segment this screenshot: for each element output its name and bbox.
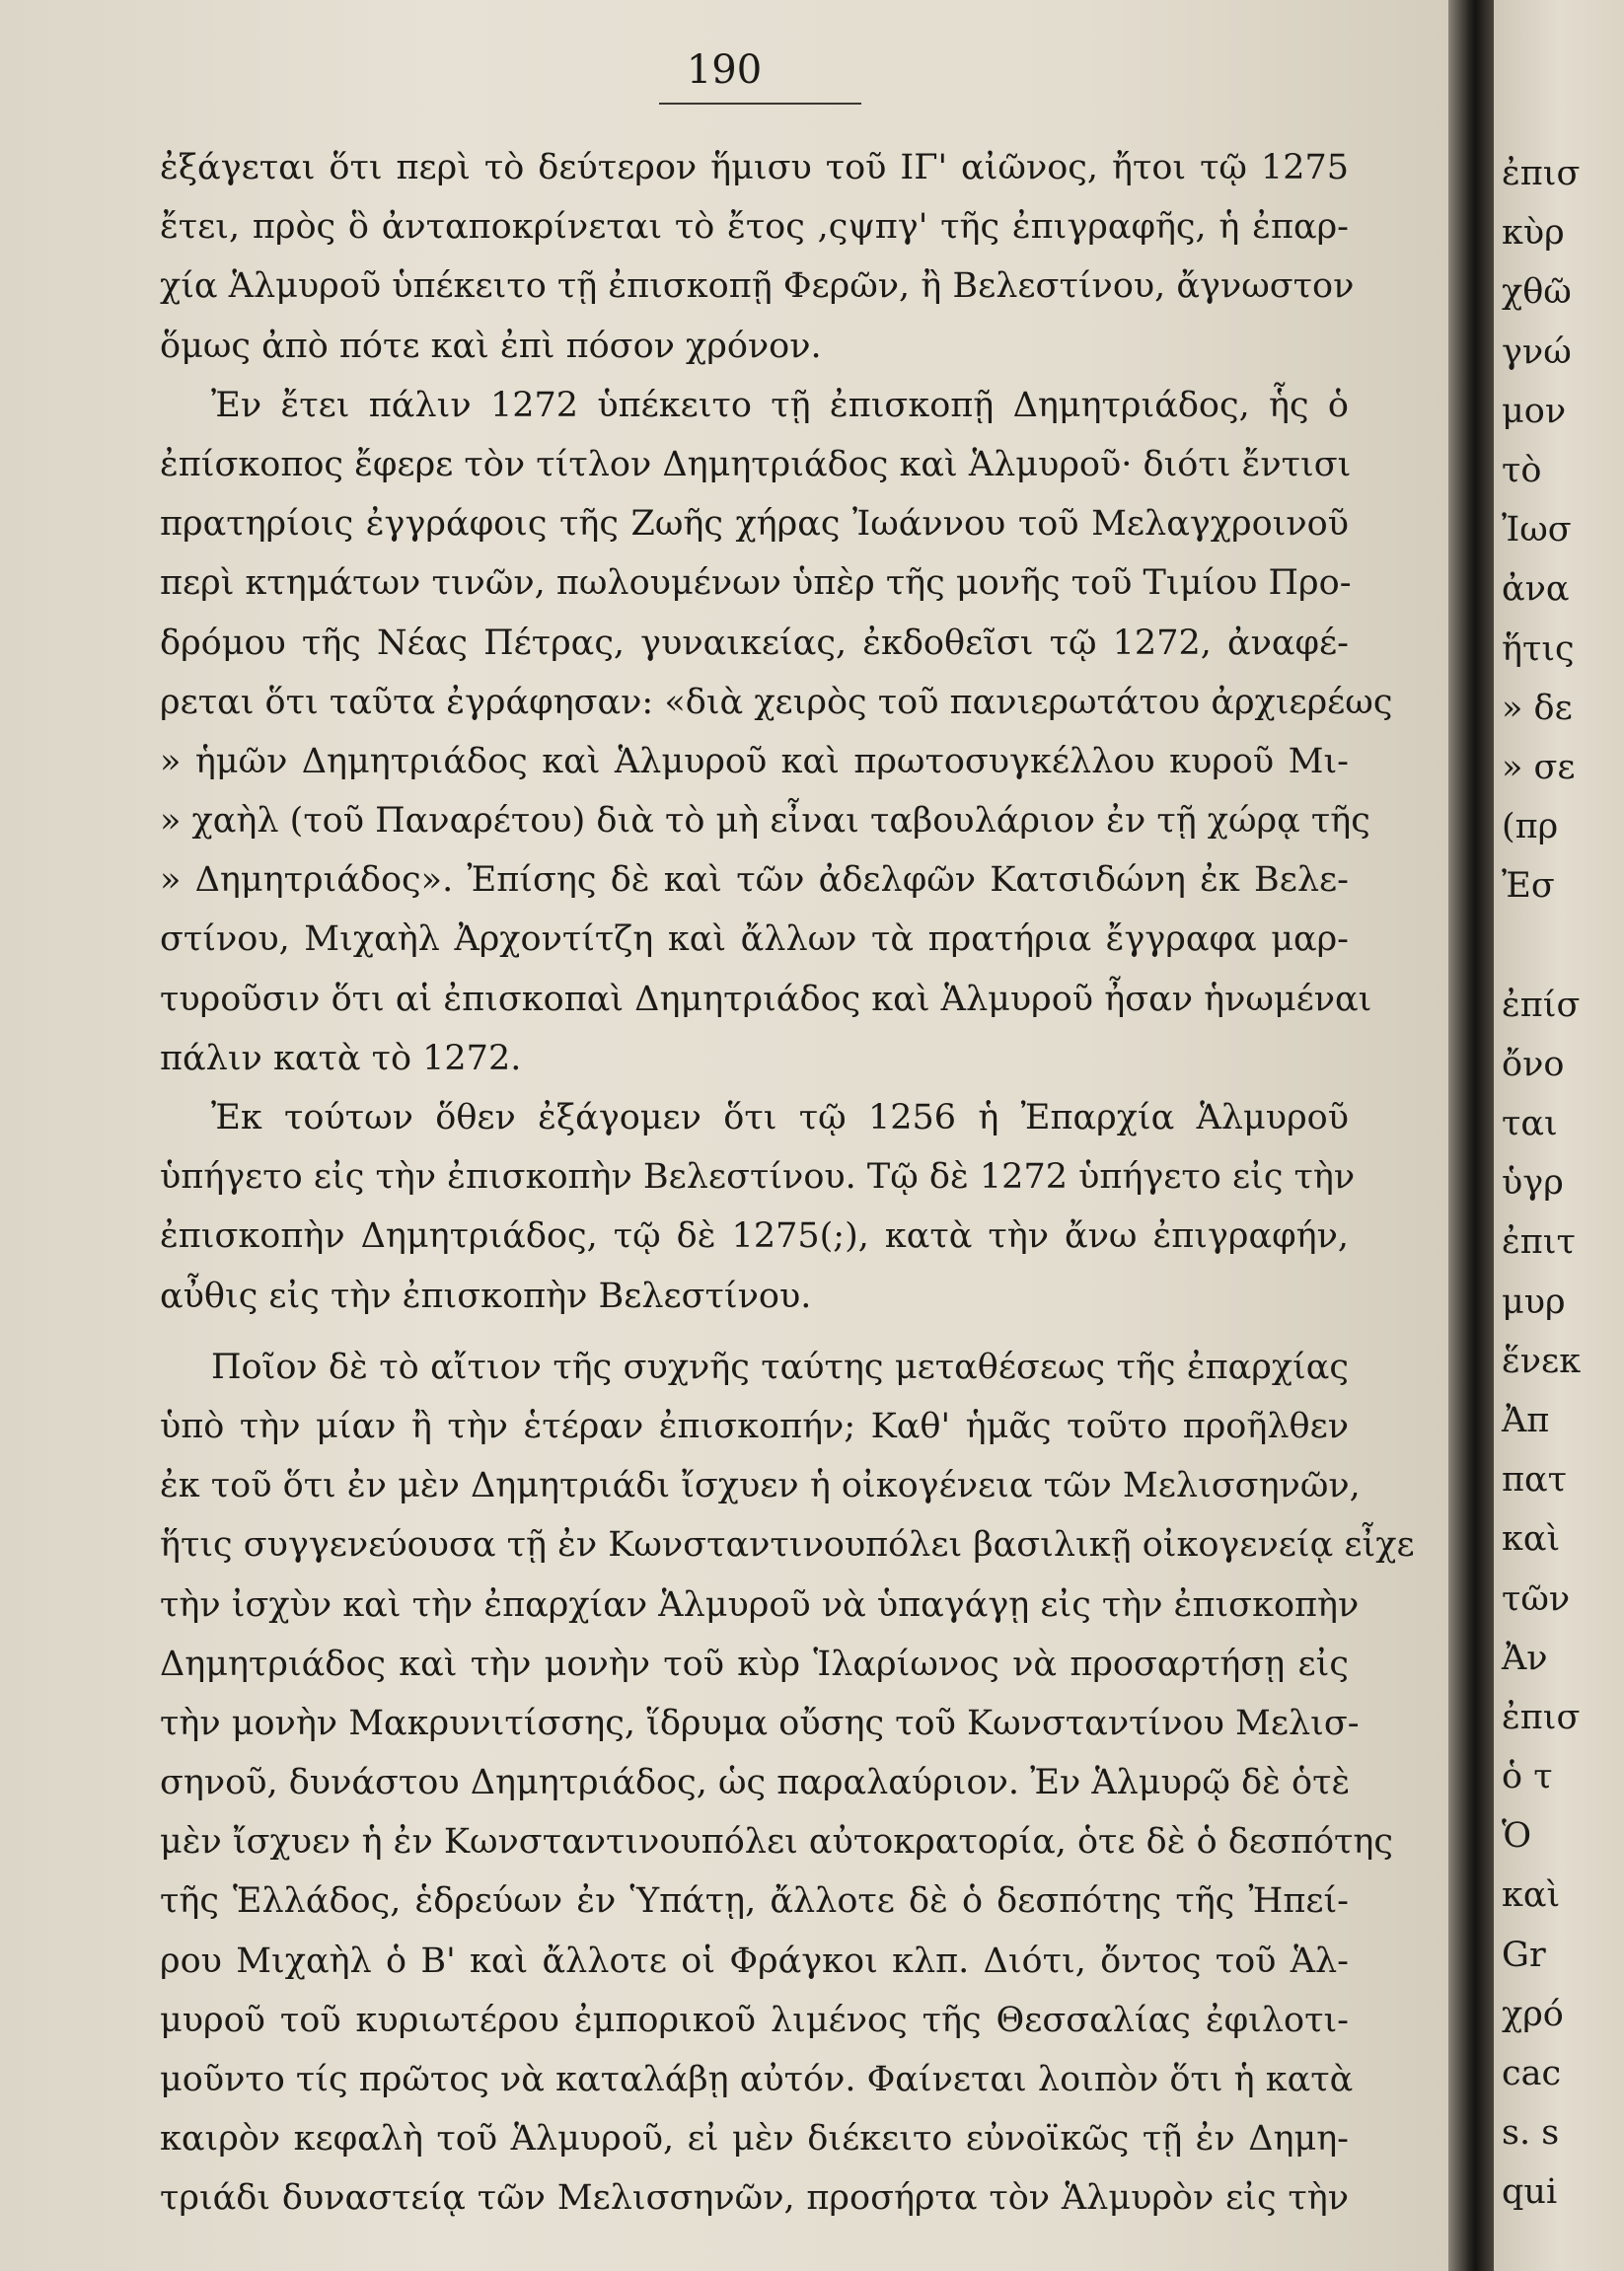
text-line: αὖθις εἰς τὴν ἐπισκοπὴν Βελεστίνου. xyxy=(160,1276,812,1316)
text-line: τὴν ἰσχὺν καὶ τὴν ἐπαρχίαν Ἁλμυροῦ νὰ ὑπαγάγῃ εἰς τὴν ἐπισκοπὴν xyxy=(160,1584,1360,1625)
facing-page-fragment: χρό xyxy=(1502,1994,1564,2034)
facing-page-fragment: Ὁ xyxy=(1502,1816,1532,1857)
facing-page-fragment: Ἀν xyxy=(1502,1638,1548,1678)
text-line: ἐκ τοῦ ὅτι ἐν μὲν Δημητριάδι ἴσχυεν ἡ οἰκογένεια τῶν Μελισσηνῶν, xyxy=(160,1466,1361,1506)
facing-page-fragment: » σε xyxy=(1502,747,1576,787)
text-line: ὑπήγετο εἰς τὴν ἐπισκοπὴν Βελεστίνου. Τῷ δὲ 1272 ὑπήγετο εἰς τὴν xyxy=(160,1157,1356,1198)
facing-page-fragment: Gr xyxy=(1502,1935,1546,1975)
text-line: ἐπισκοπὴν Δημητριάδος, τῷ δὲ 1275(;), κατὰ τὴν ἄνω ἐπιγραφήν, xyxy=(160,1216,1349,1257)
facing-page-fragment: καὶ xyxy=(1502,1519,1561,1560)
facing-page-fragment: τὸ xyxy=(1502,450,1542,490)
text-line: στίνου, Μιχαὴλ Ἀρχοντίτζη καὶ ἄλλων τὰ πρατήρια ἔγγραφα μαρ- xyxy=(160,919,1349,960)
facing-page-fragment: (πρ xyxy=(1502,807,1559,847)
text-line: ἥτις συγγενεύουσα τῇ ἐν Κωνσταντινουπόλει βασιλικῇ οἰκογενείᾳ εἶχε xyxy=(160,1525,1415,1566)
facing-page-fragment: ἕνεκ xyxy=(1502,1341,1582,1381)
page-number: 190 xyxy=(686,47,763,93)
text-line: » Δημητριάδος». Ἐπίσης δὲ καὶ τῶν ἀδελφῶν Κατσιδώνη ἐκ Βελε- xyxy=(160,860,1349,901)
text-line: τὴν μονὴν Μακρυνιτίσσης, ἵδρυμα οὔσης τοῦ Κωνσταντίνου Μελισ- xyxy=(160,1703,1360,1743)
text-line: ὑπὸ τὴν μίαν ἢ τὴν ἑτέραν ἐπισκοπήν; Καθ' ἡμᾶς τοῦτο προῆλθεν xyxy=(160,1406,1349,1446)
facing-page-fragment: ἐπίσ xyxy=(1502,985,1581,1025)
facing-page-fragment: μον xyxy=(1502,391,1567,431)
facing-page-fragment: πατ xyxy=(1502,1460,1568,1501)
text-line: ἐξάγεται ὅτι περὶ τὸ δεύτερον ἥμισυ τοῦ ΙΓ' αἰῶνος, ἤτοι τῷ 1275 xyxy=(160,148,1349,187)
text-line: Ἐκ τούτων ὅθεν ἐξάγομεν ὅτι τῷ 1256 ἡ Ἐπαρχία Ἁλμυροῦ xyxy=(211,1098,1349,1137)
text-line: ρεται ὅτι ταῦτα ἐγράφησαν: «διὰ χειρὸς τοῦ πανιερωτάτου ἀρχιερέως xyxy=(160,682,1393,722)
header-rule xyxy=(659,103,861,105)
text-line: τυροῦσιν ὅτι αἱ ἐπισκοπαὶ Δημητριάδος καὶ Ἁλμυροῦ ἦσαν ἡνωμέναι xyxy=(160,979,1372,1019)
facing-page-fragment: ἐπισ xyxy=(1502,1697,1581,1737)
text-line: μὲν ἴσχυεν ἡ ἐν Κωνσταντινουπόλει αὐτοκρατορία, ὁτε δὲ ὁ δεσπότης xyxy=(160,1822,1393,1863)
facing-page-fragment xyxy=(1502,916,1624,975)
text-line: Ἐν ἔτει πάλιν 1272 ὑπέκειτο τῇ ἐπισκοπῇ Δημητριάδος, ἧς ὁ xyxy=(211,385,1349,425)
text-line: χία Ἁλμυροῦ ὑπέκειτο τῇ ἐπισκοπῇ Φερῶν, ἢ Βελεστίνου, ἄγνωστον xyxy=(160,266,1355,307)
facing-page-fragment: ὁ τ xyxy=(1502,1757,1553,1797)
facing-page-fragment: » δε xyxy=(1502,688,1573,728)
facing-page-fragment: γνώ xyxy=(1502,331,1572,372)
facing-page-fragment: χθῶ xyxy=(1502,272,1572,313)
text-line: μυροῦ τοῦ κυριωτέρου ἐμπορικοῦ λιμένος τῆς Θεσσαλίας ἐφιλοτι- xyxy=(160,2000,1349,2040)
facing-page-fragment: Ἰωσ xyxy=(1502,510,1572,550)
facing-page-fragment: Ἐσ xyxy=(1502,866,1555,907)
facing-page-fragment: ται xyxy=(1502,1104,1558,1143)
body-text xyxy=(160,138,1415,2229)
text-line: ἔτει, πρὸς ὃ ἀνταποκρίνεται τὸ ἔτος ,ςψπγ' τῆς ἐπιγραφῆς, ἡ ἐπαρ- xyxy=(160,207,1349,248)
text-line: Δημητριάδος καὶ τὴν μονὴν τοῦ κὺρ Ἱλαρίωνος νὰ προσαρτήσῃ εἰς xyxy=(160,1644,1349,1684)
text-line: μοῦντο τίς πρῶτος νὰ καταλάβῃ αὐτόν. Φαίνεται λοιπὸν ὅτι ἡ κατὰ xyxy=(160,2060,1354,2099)
text-line: καιρὸν κεφαλὴ τοῦ Ἁλμυροῦ, εἰ μὲν διέκειτο εὐνοϊκῶς τῇ ἐν Δημη- xyxy=(160,2119,1349,2160)
text-line: ὅμως ἀπὸ πότε καὶ ἐπὶ πόσον χρόνον. xyxy=(160,326,822,366)
facing-page-fragment: καὶ xyxy=(1502,1875,1561,1916)
text-line: τῆς Ἑλλάδος, ἑδρεύων ἐν Ὑπάτῃ, ἄλλοτε δὲ ὁ δεσπότης τῆς Ἠπεί- xyxy=(160,1881,1349,1922)
text-line: δρόμου τῆς Νέας Πέτρας, γυναικείας, ἐκδοθεῖσι τῷ 1272, ἀναφέ- xyxy=(160,623,1349,663)
text-line: ἐπίσκοπος ἔφερε τὸν τίτλον Δημητριάδος καὶ Ἁλμυροῦ· διότι ἔντισι xyxy=(160,444,1352,484)
facing-page-fragment: Ἀπ xyxy=(1502,1400,1550,1440)
facing-page-edge xyxy=(1494,0,1624,2271)
facing-page-fragment: ἥτις xyxy=(1502,628,1575,669)
facing-page-fragment: ἐπισ xyxy=(1502,154,1581,193)
text-line: Ποῖον δὲ τὸ αἴτιον τῆς συχνῆς ταύτης μεταθέσεως τῆς ἐπαρχίας xyxy=(211,1347,1349,1387)
facing-page-fragment: κὺρ xyxy=(1502,213,1565,254)
text-line: πρατηρίοις ἐγγράφοις τῆς Ζωῆς χήρας Ἰωάννου τοῦ Μελαγχροινοῦ xyxy=(160,504,1349,545)
text-line: τριάδι δυναστείᾳ τῶν Μελισσηνῶν, προσήρτα τὸν Ἁλμυρὸν εἰς τὴν xyxy=(160,2178,1349,2219)
text-line: » χαὴλ (τοῦ Παναρέτου) διὰ τὸ μὴ εἶναι ταβουλάριον ἐν τῇ χώρᾳ τῆς xyxy=(160,801,1370,842)
facing-page-fragment: ὄνο xyxy=(1502,1044,1565,1084)
book-spine xyxy=(1448,0,1494,2271)
facing-page-fragment: μυρ xyxy=(1502,1282,1566,1322)
text-line: ρου Μιχαὴλ ὁ Β' καὶ ἄλλοτε οἱ Φράγκοι κλπ. Διότι, ὄντος τοῦ Ἁλ- xyxy=(160,1941,1349,1981)
text-line: » ἡμῶν Δημητριάδος καὶ Ἁλμυροῦ καὶ πρωτοσυγκέλλου κυροῦ Μι- xyxy=(160,741,1349,781)
text-line: περὶ κτημάτων τινῶν, πωλουμένων ὑπὲρ τῆς μονῆς τοῦ Τιμίου Προ- xyxy=(160,563,1352,604)
facing-page-fragment: cac xyxy=(1502,2054,1562,2093)
facing-page-fragment: ἐπιτ xyxy=(1502,1222,1576,1263)
facing-page-text xyxy=(1502,144,1624,2223)
facing-page-fragment: τῶν xyxy=(1502,1578,1571,1619)
text-line: πάλιν κατὰ τὸ 1272. xyxy=(160,1038,522,1078)
facing-page-fragment: ἀνα xyxy=(1502,569,1570,610)
facing-page-fragment: ὑγρ xyxy=(1502,1163,1564,1204)
facing-page-fragment: s. s xyxy=(1502,2113,1560,2154)
text-line: σηνοῦ, δυνάστου Δημητριάδος, ὡς παραλαύριον. Ἐν Ἁλμυρῷ δὲ ὁτὲ xyxy=(160,1763,1351,1803)
facing-page-fragment: qui xyxy=(1502,2172,1558,2213)
